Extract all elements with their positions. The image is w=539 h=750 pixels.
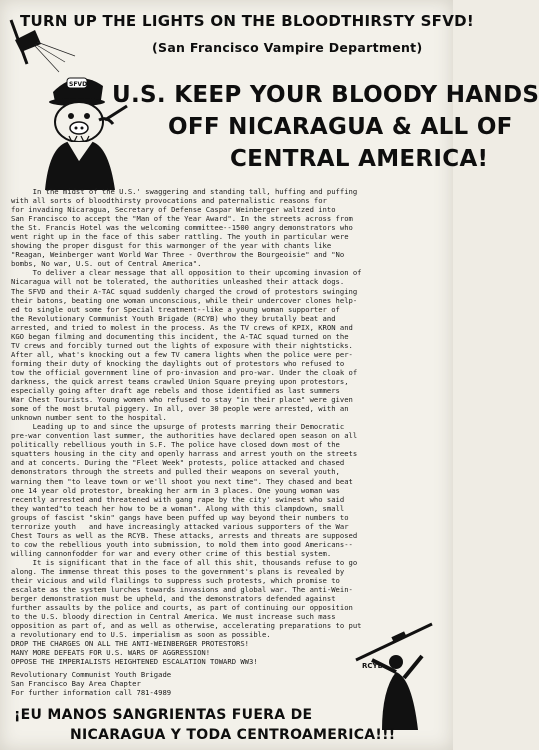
- headline-line-2: OFF NICARAGUA & ALL OF: [168, 114, 513, 140]
- footer-line-1: ¡EU MANOS SANGRIENTAS FUERA DE: [14, 707, 313, 723]
- header-line-2: (San Francisco Vampire Department): [152, 40, 423, 55]
- headline-line-3: CENTRAL AMERICA!: [230, 146, 489, 172]
- article-body: In the midst of the U.S.' swaggering and standing tall, huffing and puffing with all sorts of bloodthirsty provocations and paternalistic reasons for for invading Nicaragua, Secretary of Defense Caspar Weinberger waltzed into San Francisco to accept the "Man of the Year Award". In the streets across from the St. Francis Hotel was the welcoming committee--1500 angry demonstrators who went right up in the face of this saber rattling. The youth in particular were showing the proper disgust for this warmonger of the year with chants like "Reagan, Weinberger want World War Three - Overthrow the Bourgeoisie" and "No bombs, No war, U.S. out of Central America". To deliver a clear message that all opposition to their upcoming invasion of Nicaragua will not be tolerated, the authorities unleashed their attack dogs. The SFVD and their A-TAC squad suddenly charged the crowd of protestors swinging their batons, beating one woman unconscious, while their undercover clones help- ed to single out some for Special treatment--like a young woman supporter of the Revolutionary Communist Youth Brigade (RCYB) who they brutally beat and arrested, and tried to molest in the process. As the TV crews of KPIX, KRON and KGO began filming and documenting this incident, the A-TAC squad turned on the TV crews and forcibly turned out the lights of exposure with their nightsticks. After all, what's knocking out a few TV camera lights when the police were per- forming their duty of knocking the daylights out of protestors who refused to tow the official government line of pro-invasion and pro-war. Under the cloak of darkness, the quick arrest teams crawled Union Square preying upon protestors, especially going after draft age rebels and those identified as last summers War Chest Tourists. Young women who refused to stay "in their place" were given some of the most brutal piggery. In all, over 30 people were arrested, with an unknown number sent to the hospital. Leading up to and since the upsurge of protests marring their Democratic pre-war convention last summer, the authorities have declared open season on all politically rebellious youth in S.F. The police have closed down most of the squatters housing in the city and openly harrass and arrest youth on the streets and at concerts. During the "Fleet Week" protests, police attacked and chased demonstrators through the streets and pulled their weapons on several youth, warning them "to leave town or we'll shoot you next time". They chased and beat one 14 year old protestor, breaking her arm in 3 places. One young woman was recently arrested and threatened with gang rape by the city' swinest who said they wanted"to teach her how to be a woman". Along with this clampdown, small groups of fascist "skin" gangs have been puffed up way beyond their numbers to terrorize youth and have increasingly attacked various supporters of the War Chest Tours as well as the RCYB. These attacks, arrests and threats are supposed to cow the rebellious youth into submission, to mold them into good Americans-- willing cannonfodder for war and every other crime of this bestial system. It is significant that in the face of all this shit, thousands refuse to go along. The immense threat this poses to the government's plans is revealed by their vicious and wild flailings to suppress such protests, which promise to escalate as the system lurches towards invasions and global war. The anti-Wein- berger demonstration must be upheld, and the demonstrators defended against further assaults by the police and courts, as part of continuing our opposition to the U.S. bloody direction in Central America. We must increase such mass opposition as part of, and as well as otherwise, accelerating preparations to put a revolutionary end to U.S. imperialism as soon as possible. DROP THE CHARGES ON ALL THE ANTI-WEINBERGER PROTESTORS! MANY MORE DEFEATS FOR U.S. WARS OF AGGRESSION! OPPOSE THE IMPERIALISTS HEIGHTENED ESCALATION TOWARD WW3!: [11, 187, 362, 667]
- rcyb-logo: [352, 620, 438, 730]
- organization-info: Revolutionary Communist Youth Brigade San Francisco Bay Area Chapter For further information call 781-4989: [11, 670, 172, 698]
- cap-badge-text: SFVD: [69, 81, 88, 88]
- footer-line-2: NICARAGUA Y TODA CENTROAMERICA!!!: [70, 727, 396, 743]
- headline-line-1: U.S. KEEP YOUR BLOODY HANDS: [112, 82, 539, 108]
- rcyb-logo-label: RCYB: [362, 662, 383, 670]
- header-line-1: TURN UP THE LIGHTS ON THE BLOODTHIRSTY SFVD!: [20, 12, 475, 30]
